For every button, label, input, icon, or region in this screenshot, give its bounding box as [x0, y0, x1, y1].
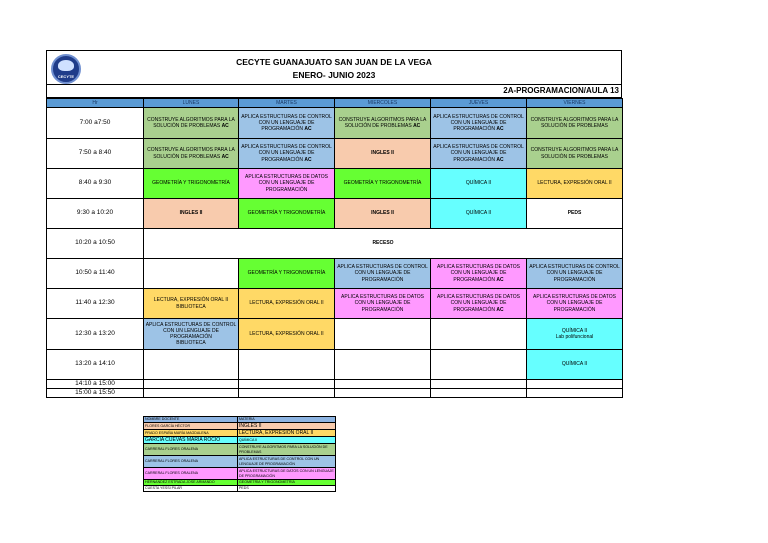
legend-subject: CONSTRUYE ALGORITMOS PARA LA SOLUCIÓN DE PROBLEMAS [238, 444, 336, 456]
table-row [47, 380, 623, 389]
subject-text: LECTURA, EXPRESIÓN ORAL II [153, 297, 229, 304]
legend-subject: APLICA ESTRUCTURAS DE CONTROL CON UN LENGUAJE DE PROGRAMACIÓN [238, 456, 336, 468]
class-cell: APLICA ESTRUCTURAS DE DATOS CON UN LENGUAJE DE PROGRAMACIÓN [527, 289, 623, 319]
legend-row [144, 423, 336, 430]
recess-cell: RECESO [144, 229, 623, 259]
location-text: BIBLIOTECA [176, 340, 206, 347]
legend-row [144, 456, 336, 468]
school-title: CECYTE GUANAJUATO SAN JUAN DE LA VEGA [236, 57, 432, 67]
class-cell: GEOMETRÍA Y TRIGONOMETRÍA [335, 169, 431, 199]
empty-cell [335, 350, 431, 380]
time-cell: 15:00 a 15:50 [47, 389, 144, 398]
legend-teacher: HERNANDEZ ESTRADA JOSE ARMANDO [144, 480, 238, 486]
class-cell [144, 108, 239, 139]
class-cell [144, 139, 239, 169]
header-row [47, 99, 623, 108]
col-header-viernes: VIERNES [527, 99, 623, 108]
class-cell: QUÍMICA II [431, 169, 527, 199]
table-row [47, 139, 623, 169]
class-cell [239, 139, 335, 169]
empty-cell [144, 350, 239, 380]
class-cell [431, 259, 527, 289]
class-cell [431, 139, 527, 169]
legend-header-teacher: NOMBRE DOCENTE [144, 417, 238, 423]
col-header-hr: Hr [47, 99, 144, 108]
class-cell [431, 289, 527, 319]
legend-subject: LECTURA, EXPRESIÓN ORAL II [238, 430, 336, 437]
legend-teacher: CUESTA YESSI PILAR [144, 486, 238, 492]
period-title: ENERO- JUNIO 2023 [292, 70, 376, 80]
legend-header-subject: MATERIA [238, 417, 336, 423]
col-header-miercoles: MIERCOLES [335, 99, 431, 108]
legend-row [144, 444, 336, 456]
legend-teacher: CARRERAL FLORES ORALENA [144, 468, 238, 480]
room-text: AC [496, 276, 504, 283]
legend-row [144, 430, 336, 437]
class-cell: CONSTRUYE ALGORITMOS PARA LA SOLUCIÓN DE PROBLEMAS [527, 108, 623, 139]
class-cell [431, 108, 527, 139]
subject-text: CONSTRUYE ALGORITMOS PARA LA SOLUCIÓN DE PROBLEMAS [338, 116, 427, 129]
subject-text: APLICA ESTRUCTURAS DE CONTROL CON UN LENGUAJE DE PROGRAMACIÓN [241, 113, 332, 133]
empty-cell [144, 380, 239, 389]
time-cell: 14:10 a 15:00 [47, 380, 144, 389]
class-cell: APLICA ESTRUCTURAS DE CONTROL CON UN LENGUAJE DE PROGRAMACIÓN [335, 259, 431, 289]
legend-subject: PEDS [238, 486, 336, 492]
empty-cell [239, 350, 335, 380]
class-cell: APLICA ESTRUCTURAS DE CONTROL CON UN LENGUAJE DE PROGRAMACIÓN [527, 259, 623, 289]
legend-subject: QUÍMICA II [238, 437, 336, 444]
room-text: AC [496, 156, 504, 163]
location-text: Lab polifuncional [555, 334, 594, 340]
legend-subject: INGLES II [238, 423, 336, 430]
subject-text: CONSTRUYE ALGORITMOS PARA LA SOLUCIÓN DE PROBLEMAS [147, 147, 235, 160]
teacher-legend [143, 416, 336, 492]
empty-cell [431, 350, 527, 380]
empty-cell [239, 380, 335, 389]
class-cell: GEOMETRÍA Y TRIGONOMETRÍA [239, 199, 335, 229]
subject-text: APLICA ESTRUCTURAS DE DATOS CON UN LENGUAJE DE PROGRAMACIÓN [437, 294, 520, 313]
empty-cell [335, 319, 431, 350]
empty-cell [527, 389, 623, 398]
group-label: 2A-PROGRAMACION/AULA 13 [46, 85, 622, 98]
subject-text: APLICA ESTRUCTURAS DE CONTROL CON UN LENGUAJE DE PROGRAMACIÓN [145, 321, 237, 340]
class-cell: GEOMETRÍA Y TRIGONOMETRÍA [144, 169, 239, 199]
subject-text: CONSTRUYE ALGORITMOS PARA LA SOLUCIÓN DE PROBLEMAS [147, 116, 235, 129]
class-cell [527, 319, 623, 350]
empty-cell [431, 380, 527, 389]
class-cell: APLICA ESTRUCTURAS DE DATOS CON UN LENGUAJE DE PROGRAMACIÓN [239, 169, 335, 199]
class-cell: LECTURA, EXPRESIÓN ORAL II [527, 169, 623, 199]
empty-cell [335, 389, 431, 398]
room-text: AC [496, 306, 504, 313]
empty-cell [335, 380, 431, 389]
table-row [47, 350, 623, 380]
legend-row [144, 437, 336, 444]
table-row [47, 108, 623, 139]
legend-teacher: GARCIA CUEVAS MARIA ROCIO [144, 437, 238, 444]
room-text: AC [304, 126, 312, 133]
class-cell: INGLES II [335, 199, 431, 229]
class-cell: INGLES II [144, 199, 239, 229]
schedule-sheet [46, 50, 622, 398]
class-cell: QUÍMICA II [527, 350, 623, 380]
time-cell: 10:20 a 10:50 [47, 229, 144, 259]
time-cell: 13:20 a 14:10 [47, 350, 144, 380]
logo-text: CECYTE [57, 74, 75, 79]
class-cell: CONSTRUYE ALGORITMOS PARA LA SOLUCIÓN DE PROBLEMAS [527, 139, 623, 169]
empty-cell [144, 389, 239, 398]
class-cell: INGLES II [335, 139, 431, 169]
legend-teacher: PRADO ESPAÑA MARÍA MAGDALENA [144, 430, 238, 437]
time-cell: 10:50 a 11:40 [47, 259, 144, 289]
table-row [47, 389, 623, 398]
time-cell: 12:30 a 13:20 [47, 319, 144, 350]
table-row [47, 289, 623, 319]
subject-text: APLICA ESTRUCTURAS DE CONTROL CON UN LENGUAJE DE PROGRAMACIÓN [433, 113, 524, 133]
class-cell: QUÍMICA II [431, 199, 527, 229]
legend-teacher: CARRERAL FLORES ORALENA [144, 456, 238, 468]
empty-cell [239, 389, 335, 398]
room-text: AC [304, 156, 312, 163]
table-row [47, 259, 623, 289]
class-cell [144, 289, 239, 319]
schedule-table [46, 98, 623, 398]
room-text: AC [496, 126, 504, 133]
subject-text: APLICA ESTRUCTURAS DE CONTROL CON UN LENGUAJE DE PROGRAMACIÓN [241, 144, 332, 163]
class-cell [144, 319, 239, 350]
empty-cell [527, 380, 623, 389]
time-cell: 8:40 a 9:30 [47, 169, 144, 199]
time-cell: 7:00 a7:50 [47, 108, 144, 139]
subject-text: APLICA ESTRUCTURAS DE DATOS CON UN LENGUAJE DE PROGRAMACIÓN [437, 264, 520, 283]
subject-text: APLICA ESTRUCTURAS DE CONTROL CON UN LENGUAJE DE PROGRAMACIÓN [433, 144, 524, 163]
legend-teacher: FLORES GARCÍA HÉCTOR [144, 423, 238, 430]
room-text: AC [413, 123, 421, 129]
title-box [46, 50, 622, 85]
table-row [47, 319, 623, 350]
class-cell: LECTURA, EXPRESIÓN ORAL II [239, 319, 335, 350]
class-cell: PEDS [527, 199, 623, 229]
table-row [47, 199, 623, 229]
legend-row [144, 468, 336, 480]
table-row [47, 169, 623, 199]
col-header-jueves: JUEVES [431, 99, 527, 108]
time-cell: 7:50 a 8:40 [47, 139, 144, 169]
time-cell: 11:40 a 12:30 [47, 289, 144, 319]
location-text: BIBLIOTECA [176, 303, 206, 310]
subject-text: QUÍMICA II [561, 327, 588, 334]
class-cell: LECTURA, EXPRESIÓN ORAL II [239, 289, 335, 319]
empty-cell [431, 389, 527, 398]
empty-cell [431, 319, 527, 350]
class-cell: APLICA ESTRUCTURAS DE DATOS CON UN LENGUAJE DE PROGRAMACIÓN [335, 289, 431, 319]
legend-teacher: CARRERAL FLORES ORALENA [144, 444, 238, 456]
room-text: AC [221, 123, 229, 129]
col-header-lunes: LUNES [144, 99, 239, 108]
time-cell: 9:30 a 10:20 [47, 199, 144, 229]
class-cell [239, 108, 335, 139]
class-cell [335, 108, 431, 139]
col-header-martes: MARTES [239, 99, 335, 108]
legend-row [144, 486, 336, 492]
class-cell: GEOMETRÍA Y TRIGONOMETRÍA [239, 259, 335, 289]
room-text: AC [221, 153, 229, 160]
empty-cell [144, 259, 239, 289]
table-row [47, 229, 623, 259]
legend-subject: APLICA ESTRUCTURAS DE DATOS CON UN LENGUAJE DE PROGRAMACIÓN [239, 469, 334, 478]
legend-subject: GEOMETRÍA Y TRIGONOMETRÍA [238, 480, 336, 486]
